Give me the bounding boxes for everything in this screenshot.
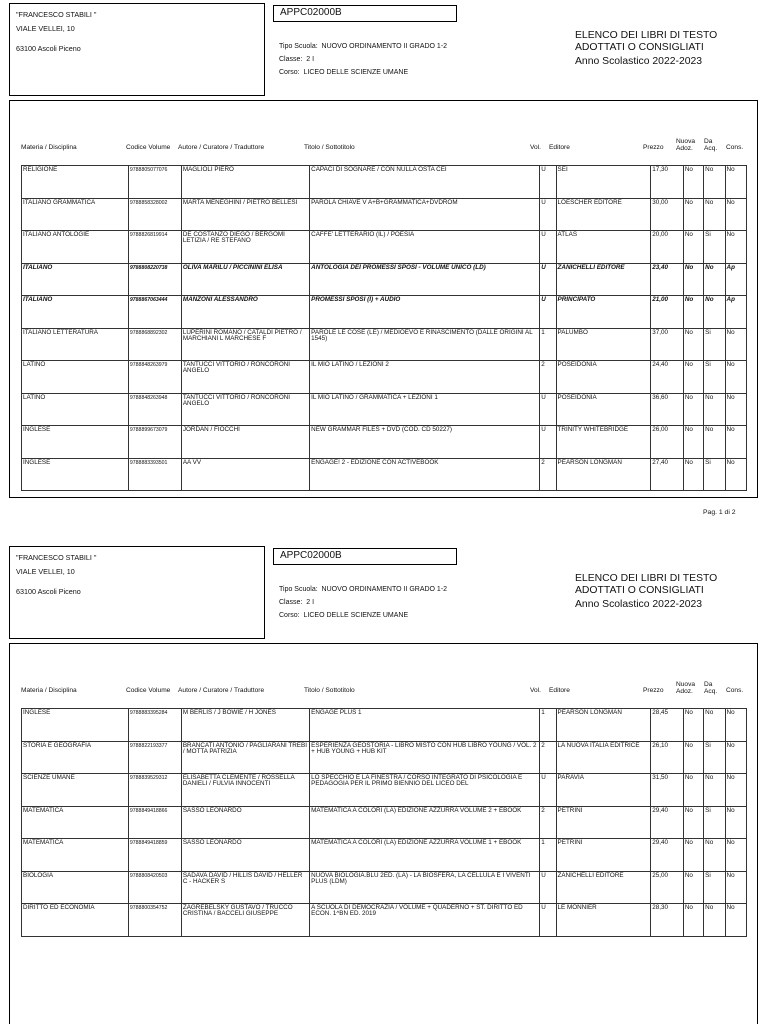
cell-titolo: A SCUOLA DI DEMOCRAZIA / VOLUME + QUADERNO + ST. DIRITTO ED ECON. 1^BN ED. 2019	[310, 904, 540, 937]
classe-value: 2 I	[306, 599, 315, 606]
cell-editore: LE MONNIER	[556, 904, 651, 937]
header-vol: Vol.	[530, 144, 541, 151]
cell-editore: PETRINI	[556, 839, 651, 872]
cell-codice: 9788808220738	[128, 263, 181, 296]
cell-materia: MATEMATICA	[22, 839, 129, 872]
cell-codice: 9788849418866	[128, 806, 181, 839]
cell-prezzo: 30,00	[651, 198, 684, 231]
cell-vol: 1	[540, 839, 556, 872]
cell-titolo: IL MIO LATINO / LEZIONI 2	[310, 361, 540, 394]
cell-codice: 9788848263979	[128, 361, 181, 394]
cell-nuova-adozione: No	[683, 231, 703, 264]
cell-codice: 9788800354752	[128, 904, 181, 937]
cell-vol: U	[540, 296, 556, 329]
cell-da-acquistare: Si	[704, 328, 725, 361]
cell-autore: DE COSTANZO DIEGO / BERGOMI LETIZIA / RE STEFANO	[181, 231, 309, 264]
cell-nuova-adozione: No	[683, 709, 703, 742]
classe-label: Classe:	[279, 599, 303, 606]
document-title	[575, 573, 765, 611]
title-line-2: ADOTTATI O CONSIGLIATI	[575, 42, 704, 53]
cell-prezzo: 28,30	[651, 904, 684, 937]
cell-materia: SCIENZE UMANE	[22, 774, 129, 807]
cell-materia: ITALIANO	[22, 296, 129, 329]
tipo-label: Tipo Scuola:	[279, 43, 318, 50]
table-row	[22, 328, 747, 361]
cell-editore: PEARSON LONGMAN	[556, 458, 651, 491]
class-meta	[279, 583, 539, 622]
cell-codice: 9788868892302	[128, 328, 181, 361]
cell-codice: 9788826819914	[128, 231, 181, 264]
school-address: VIALE VELLEI, 10	[16, 567, 75, 576]
cell-autore: MARTA MENEGHINI / PIETRO BELLESI	[181, 198, 309, 231]
table-row	[22, 231, 747, 264]
cell-codice: 9788867063444	[128, 296, 181, 329]
cell-materia: LATINO	[22, 393, 129, 426]
cell-vol: 1	[540, 709, 556, 742]
cell-nuova-adozione: No	[683, 458, 703, 491]
table-row	[22, 426, 747, 459]
tipo-value: NUOVO ORDINAMENTO II GRADO 1-2	[321, 43, 448, 50]
cell-editore: PRINCIPATO	[556, 296, 651, 329]
cell-da-acquistare: Si	[704, 361, 725, 394]
table-row	[22, 774, 747, 807]
page-2	[0, 543, 768, 1024]
cell-vol: 1	[540, 328, 556, 361]
table-row	[22, 296, 747, 329]
table-row	[22, 361, 747, 394]
classe-label: Classe:	[279, 56, 303, 63]
classe-value: 2 I	[306, 56, 315, 63]
cell-autore: TANTUCCI VITTORIO / RONCORONI ANGELO	[181, 393, 309, 426]
cell-codice: 9788883393501	[128, 458, 181, 491]
cell-vol: U	[540, 871, 556, 904]
cell-editore: LA NUOVA ITALIA EDITRICE	[556, 741, 651, 774]
cell-consigliato: Ap	[725, 263, 746, 296]
cell-nuova-adozione: No	[683, 871, 703, 904]
cell-consigliato: No	[725, 426, 746, 459]
school-name: "FRANCESCO STABILI "	[16, 553, 97, 562]
cell-prezzo: 24,40	[651, 361, 684, 394]
cell-titolo: LO SPECCHIO E LA FINESTRA / CORSO INTEGRATO DI PSICOLOGIA E PEDAGOGIA PER IL PRIMO BIENNIO DEL LICEO DEL	[310, 774, 540, 807]
cell-nuova-adozione: No	[683, 296, 703, 329]
header-nuova: Nuova Adoz.	[676, 138, 696, 152]
cell-materia: LATINO	[22, 361, 129, 394]
cell-nuova-adozione: No	[683, 904, 703, 937]
school-code-box	[273, 548, 457, 565]
cell-titolo: PROMESSI SPOSI (I) + AUDIO	[310, 296, 540, 329]
cell-autore: AA VV	[181, 458, 309, 491]
cell-nuova-adozione: No	[683, 361, 703, 394]
cell-autore: MAGLIOLI PIERO	[181, 166, 309, 199]
books-table-rows	[21, 708, 747, 937]
cell-titolo: ANTOLOGIA DEI PROMESSI SPOSI - VOLUME UNICO (LD)	[310, 263, 540, 296]
cell-da-acquistare: Si	[704, 806, 725, 839]
cell-prezzo: 37,00	[651, 328, 684, 361]
cell-prezzo: 26,10	[651, 741, 684, 774]
school-code: APPC02000B	[280, 550, 342, 561]
header-codice: Codice Volume	[126, 687, 171, 694]
books-table-frame	[9, 643, 758, 1024]
page-number: Pag. 1 di 2	[703, 509, 736, 516]
cell-codice: 9788808420503	[128, 871, 181, 904]
table-row	[22, 709, 747, 742]
header-editore: Editore	[549, 144, 570, 151]
cell-materia: ITALIANO LETTERATURA	[22, 328, 129, 361]
header-cons: Cons.	[726, 144, 744, 151]
table-row	[22, 198, 747, 231]
cell-nuova-adozione: No	[683, 426, 703, 459]
cell-vol: 2	[540, 458, 556, 491]
cell-autore: SADAVA DAVID / HILLIS DAVID / HELLER C - HACKER S	[181, 871, 309, 904]
header-titolo: Titolo / Sottotitolo	[304, 144, 355, 151]
cell-prezzo: 36,60	[651, 393, 684, 426]
cell-editore: POSEIDONIA	[556, 393, 651, 426]
cell-prezzo: 28,45	[651, 709, 684, 742]
cell-prezzo: 25,00	[651, 871, 684, 904]
school-year: Anno Scolastico 2022-2023	[575, 599, 703, 610]
cell-codice: 9788849418859	[128, 839, 181, 872]
cell-consigliato: No	[725, 806, 746, 839]
cell-titolo: ESPERIENZA GEOSTORIA - LIBRO MISTO CON HUB LIBRO YOUNG / VOL. 2 + HUB YOUNG + HUB KIT	[310, 741, 540, 774]
table-row	[22, 393, 747, 426]
cell-da-acquistare: Si	[704, 231, 725, 264]
cell-materia: MATEMATICA	[22, 806, 129, 839]
cell-materia: ITALIANO GRAMMATICA	[22, 198, 129, 231]
cell-autore: ELISABETTA CLEMENTE / ROSSELLA DANIELI / FULVIA INNOCENTI	[181, 774, 309, 807]
cell-da-acquistare: No	[704, 839, 725, 872]
cell-da-acquistare: No	[704, 709, 725, 742]
cell-titolo: ENGAGE! 2 - EDIZIONE CON ACTIVEBOOK	[310, 458, 540, 491]
cell-nuova-adozione: No	[683, 328, 703, 361]
cell-consigliato: No	[725, 166, 746, 199]
header-nuova: Nuova Adoz.	[676, 681, 696, 695]
cell-da-acquistare: No	[704, 426, 725, 459]
cell-materia: INGLESE	[22, 426, 129, 459]
cell-consigliato: Ap	[725, 296, 746, 329]
cell-codice: 9788822193377	[128, 741, 181, 774]
class-meta	[279, 40, 539, 79]
school-code-box	[273, 5, 457, 22]
cell-editore: ZANICHELLI EDITORE	[556, 871, 651, 904]
cell-prezzo: 27,40	[651, 458, 684, 491]
cell-autore: BRANCATI ANTONIO / PAGLIARANI TREBI / MOTTA PATRIZIA	[181, 741, 309, 774]
header-prezzo: Prezzo	[643, 144, 664, 151]
school-address: VIALE VELLEI, 10	[16, 24, 75, 33]
header-codice: Codice Volume	[126, 144, 171, 151]
cell-editore: ATLAS	[556, 231, 651, 264]
cell-vol: U	[540, 231, 556, 264]
school-city: 63100 Ascoli Piceno	[16, 587, 81, 596]
cell-editore: PETRINI	[556, 806, 651, 839]
cell-autore: JORDAN / FIOCCHI	[181, 426, 309, 459]
cell-nuova-adozione: No	[683, 263, 703, 296]
header-materia: Materia / Disciplina	[21, 144, 77, 151]
document-title	[575, 30, 765, 68]
cell-consigliato: No	[725, 361, 746, 394]
cell-titolo: PAROLA CHIAVE V A+B+GRAMMATICA+DVDROM	[310, 198, 540, 231]
table-row	[22, 263, 747, 296]
corso-value: LICEO DELLE SCIENZE UMANE	[303, 69, 409, 76]
books-table-rows	[21, 165, 747, 491]
school-name: "FRANCESCO STABILI "	[16, 10, 97, 19]
cell-codice: 9788848263948	[128, 393, 181, 426]
cell-autore: LUPERINI ROMANO / CATALDI PIETRO / MARCHIANI L MARCHESE F	[181, 328, 309, 361]
header-cons: Cons.	[726, 687, 744, 694]
header-titolo: Titolo / Sottotitolo	[304, 687, 355, 694]
cell-prezzo: 31,50	[651, 774, 684, 807]
cell-da-acquistare: No	[704, 198, 725, 231]
corso-label: Corso:	[279, 612, 300, 619]
school-code: APPC02000B	[280, 7, 342, 18]
cell-materia: ITALIANO	[22, 263, 129, 296]
header-vol: Vol.	[530, 687, 541, 694]
cell-da-acquistare: Si	[704, 741, 725, 774]
cell-consigliato: No	[725, 328, 746, 361]
books-table-frame	[9, 100, 758, 498]
cell-nuova-adozione: No	[683, 806, 703, 839]
cell-materia: INGLESE	[22, 709, 129, 742]
cell-consigliato: No	[725, 774, 746, 807]
cell-codice: 9788899673079	[128, 426, 181, 459]
cell-materia: BIOLOGIA	[22, 871, 129, 904]
table-row	[22, 871, 747, 904]
cell-prezzo: 21,00	[651, 296, 684, 329]
cell-codice: 9788839529312	[128, 774, 181, 807]
cell-da-acquistare: Si	[704, 871, 725, 904]
cell-vol: U	[540, 774, 556, 807]
cell-autore: TANTUCCI VITTORIO / RONCORONI ANGELO	[181, 361, 309, 394]
cell-autore: M BERLIS / J BOWIE / H JONES	[181, 709, 309, 742]
cell-autore: OLIVA MARILÙ / PICCININI ELISA	[181, 263, 309, 296]
cell-consigliato: No	[725, 709, 746, 742]
cell-editore: SEI	[556, 166, 651, 199]
cell-vol: U	[540, 904, 556, 937]
table-row	[22, 806, 747, 839]
cell-codice: 9788858328002	[128, 198, 181, 231]
cell-editore: PALUMBO	[556, 328, 651, 361]
cell-materia: ITALIANO ANTOLOGIE	[22, 231, 129, 264]
cell-nuova-adozione: No	[683, 393, 703, 426]
cell-materia: INGLESE	[22, 458, 129, 491]
cell-consigliato: No	[725, 458, 746, 491]
tipo-value: NUOVO ORDINAMENTO II GRADO 1-2	[321, 586, 448, 593]
cell-prezzo: 26,00	[651, 426, 684, 459]
cell-nuova-adozione: No	[683, 166, 703, 199]
cell-nuova-adozione: No	[683, 774, 703, 807]
cell-materia: STORIA E GEOGRAFIA	[22, 741, 129, 774]
cell-consigliato: No	[725, 741, 746, 774]
cell-nuova-adozione: No	[683, 198, 703, 231]
title-line-2: ADOTTATI O CONSIGLIATI	[575, 585, 704, 596]
table-row	[22, 741, 747, 774]
cell-vol: 2	[540, 806, 556, 839]
cell-nuova-adozione: No	[683, 839, 703, 872]
header-editore: Editore	[549, 687, 570, 694]
cell-vol: U	[540, 393, 556, 426]
cell-codice: 9788883395284	[128, 709, 181, 742]
cell-nuova-adozione: No	[683, 741, 703, 774]
cell-titolo: NUOVA BIOLOGIA.BLU 2ED. (LA) - LA BIOSFERA, LA CELLULA E I VIVENTI PLUS (LDM)	[310, 871, 540, 904]
cell-prezzo: 29,40	[651, 839, 684, 872]
title-line-1: ELENCO DEI LIBRI DI TESTO	[575, 30, 718, 41]
corso-label: Corso:	[279, 69, 300, 76]
cell-autore: ZAGREBELSKY GUSTAVO / TRUCCO CRISTINA / BACCELI GIUSEPPE	[181, 904, 309, 937]
cell-editore: TRINITY WHITEBRIDGE	[556, 426, 651, 459]
cell-editore: ZANICHELLI EDITORE	[556, 263, 651, 296]
cell-autore: SASSO LEONARDO	[181, 839, 309, 872]
cell-da-acquistare: No	[704, 166, 725, 199]
cell-titolo: PAROLE LE COSE (LE) / MEDIOEVO E RINASCIMENTO (DALLE ORIGINI AL 1545)	[310, 328, 540, 361]
table-row	[22, 458, 747, 491]
header-autore: Autore / Curatore / Traduttore	[178, 687, 265, 694]
cell-titolo: ENGAGE PLUS 1	[310, 709, 540, 742]
cell-prezzo: 23,40	[651, 263, 684, 296]
school-box	[9, 546, 265, 639]
cell-autore: SASSO LEONARDO	[181, 806, 309, 839]
cell-editore: POSEIDONIA	[556, 361, 651, 394]
cell-titolo: MATEMATICA A COLORI (LA) EDIZIONE AZZURRA VOLUME 1 + EBOOK	[310, 839, 540, 872]
cell-editore: LOESCHER EDITORE	[556, 198, 651, 231]
cell-autore: MANZONI ALESSANDRO	[181, 296, 309, 329]
cell-titolo: CAPACI DI SOGNARE / CON NULLA OSTA CEI	[310, 166, 540, 199]
school-year: Anno Scolastico 2022-2023	[575, 56, 703, 67]
cell-da-acquistare: No	[704, 296, 725, 329]
cell-prezzo: 29,40	[651, 806, 684, 839]
header-prezzo: Prezzo	[643, 687, 664, 694]
cell-titolo: NEW GRAMMAR FILES + DVD (COD. CD 50227)	[310, 426, 540, 459]
cell-vol: U	[540, 426, 556, 459]
title-line-1: ELENCO DEI LIBRI DI TESTO	[575, 573, 718, 584]
cell-prezzo: 20,00	[651, 231, 684, 264]
header-materia: Materia / Disciplina	[21, 687, 77, 694]
cell-consigliato: No	[725, 904, 746, 937]
cell-vol: U	[540, 263, 556, 296]
cell-vol: 2	[540, 741, 556, 774]
cell-materia: RELIGIONE	[22, 166, 129, 199]
cell-consigliato: No	[725, 231, 746, 264]
school-box	[9, 3, 265, 96]
cell-da-acquistare: Si	[704, 458, 725, 491]
cell-vol: U	[540, 198, 556, 231]
cell-da-acquistare: No	[704, 774, 725, 807]
table-row	[22, 166, 747, 199]
cell-titolo: MATEMATICA A COLORI (LA) EDIZIONE AZZURRA VOLUME 2 + EBOOK	[310, 806, 540, 839]
cell-editore: PARAVIA	[556, 774, 651, 807]
cell-vol: U	[540, 166, 556, 199]
table-row	[22, 839, 747, 872]
cell-da-acquistare: No	[704, 904, 725, 937]
cell-vol: 2	[540, 361, 556, 394]
header-da: Da Acq.	[704, 138, 718, 152]
cell-da-acquistare: No	[704, 263, 725, 296]
table-row	[22, 904, 747, 937]
cell-codice: 9788805077076	[128, 166, 181, 199]
cell-consigliato: No	[725, 839, 746, 872]
school-city: 63100 Ascoli Piceno	[16, 44, 81, 53]
cell-consigliato: No	[725, 198, 746, 231]
cell-consigliato: No	[725, 871, 746, 904]
cell-da-acquistare: No	[704, 393, 725, 426]
cell-editore: PEARSON LONGMAN	[556, 709, 651, 742]
cell-materia: DIRITTO ED ECONOMIA	[22, 904, 129, 937]
corso-value: LICEO DELLE SCIENZE UMANE	[303, 612, 409, 619]
tipo-label: Tipo Scuola:	[279, 586, 318, 593]
header-da: Da Acq.	[704, 681, 718, 695]
cell-consigliato: No	[725, 393, 746, 426]
cell-prezzo: 17,30	[651, 166, 684, 199]
header-autore: Autore / Curatore / Traduttore	[178, 144, 265, 151]
cell-titolo: CAFFE' LETTERARIO (IL) / POESIA	[310, 231, 540, 264]
cell-titolo: IL MIO LATINO / GRAMMATICA + LEZIONI 1	[310, 393, 540, 426]
